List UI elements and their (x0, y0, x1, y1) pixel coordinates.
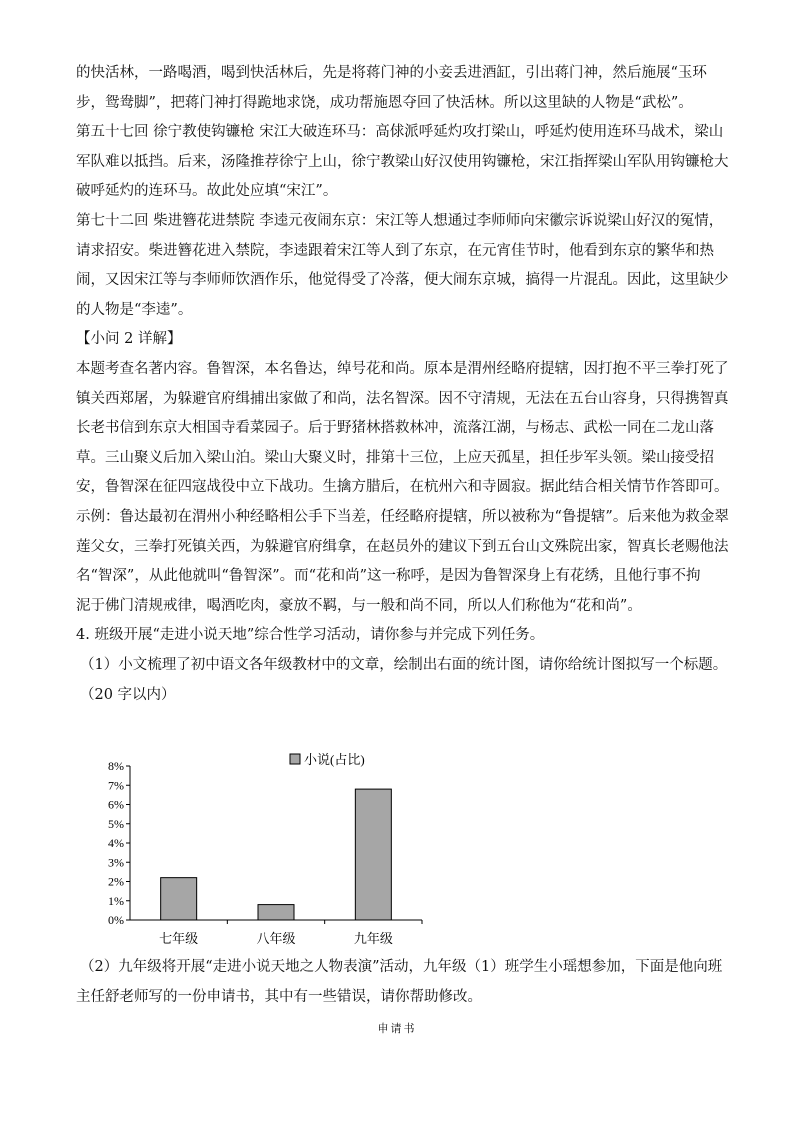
y-tick-label: 6% (108, 797, 124, 812)
text-line: 莲父女，三拳打死镇关西，为躲避官府缉拿，在赵员外的建议下到五台山文殊院出家，智真长老赐他法 (76, 538, 729, 555)
text-line: 本题考查名著内容。鲁智深，本名鲁达，绰号花和尚。原本是渭州经略府提辖，因打抱不平三拳打死了 (76, 361, 729, 377)
y-tick-label: 3% (108, 855, 124, 870)
text-line: （2）九年级将开展“走进小说天地之人物表演”活动，九年级（1）班学生小瑶想参加，下面是他向班 (80, 959, 723, 975)
x-tick-label: 七年级 (159, 931, 199, 946)
y-tick-label: 5% (108, 816, 124, 831)
chart-svg (96, 740, 436, 950)
y-tick-label: 1% (108, 893, 124, 908)
text-line: 第七十二回 柴进簪花进禁院 李逵元夜闹东京：宋江等人想通过李师师向宋徽宗诉说梁山好汉的冤情， (76, 213, 724, 229)
text-line: 步，鸳鸯脚”，把蒋门神打得跪地求饶，成功帮施恩夺回了快活林。所以这里缺的人物是“武松”。 (76, 94, 693, 111)
text-line: 长老书信到东京大相国寺看菜园子。后于野猪林搭救林冲，流落江湖，与杨志、武松一同在二龙山落 (76, 420, 714, 437)
text-line: 【小问 2 详解】 (76, 331, 182, 348)
x-tick-label: 八年级 (256, 931, 296, 946)
text-line: （1）小文梳理了初中语文各年级教材中的文章，绘制出右面的统计图，请你给统计图拟写一个标题。 (80, 657, 728, 673)
text-line: 名“智深”，从此他就叫“鲁智深”。而“花和尚”这一称呼，是因为鲁智深身上有花绣，且他行事不拘 (76, 568, 701, 585)
text-line: 的快活林，一路喝酒，喝到快活林后，先是将蒋门神的小妾丢进酒缸，引出蒋门神，然后施展“玉环 (76, 65, 707, 81)
y-tick-label: 7% (108, 778, 124, 793)
text-line: 示例：鲁达最初在渭州小种经略相公手下当差，任经略府提辖，所以被称为“鲁提辖”。后来他为救金翠 (76, 509, 729, 525)
bar-1 (161, 878, 197, 920)
y-tick-label: 8% (108, 759, 124, 773)
bar-chart (96, 740, 436, 950)
y-tick-label: 0% (108, 913, 124, 927)
text-line: 破呼延灼的连环马。故此处应填“宋江”。 (76, 183, 338, 200)
text-line: 镇关西郑屠，为躲避官府缉捕出家做了和尚，法名智深。因不守清规，无法在五台山容身，只得携智真 (76, 390, 729, 407)
text-line: 泥于佛门清规戒律，喝酒吃肉，豪放不羁，与一般和尚不同，所以人们称他为“花和尚”。 (76, 597, 642, 614)
text-line: 军队难以抵挡。后来，汤隆推荐徐宁上山，徐宁教梁山好汉使用钩镰枪，宋江指挥梁山军队用钩镰枪大 (76, 153, 729, 170)
text-line: 安，鲁智深在征四寇战役中立下战功。生擒方腊后，在杭州六和寺圆寂。据此结合相关情节作答即可。 (76, 479, 729, 496)
text-line: 的人物是“李逵”。 (76, 301, 193, 318)
text-line: （20 字以内） (80, 686, 176, 703)
text-line: 请求招安。柴进簪花进入禁院，李逵跟着宋江等人到了东京，在元宵佳节时，他看到东京的繁华和热 (76, 242, 714, 259)
text-line: 闹，又因宋江等与李师师饮酒作乐，他觉得受了冷落，便大闹东京城，搞得一片混乱。因此，这里缺少 (76, 272, 729, 289)
bar-3 (355, 789, 391, 920)
text-line: 草。三山聚义后加入梁山泊。梁山大聚义时，排第十三位，上应天孤星，担任步军头领。梁山接受招 (76, 449, 714, 466)
legend-label: 小说(占比) (304, 752, 365, 767)
application-title: 申请书 (377, 1022, 417, 1035)
legend-swatch (290, 754, 300, 764)
y-tick-label: 2% (108, 874, 124, 889)
text-line: 第五十七回 徐宁教使钩镰枪 宋江大破连环马：高俅派呼延灼攻打梁山，呼延灼使用连环马战术，梁山 (76, 124, 724, 141)
y-tick-label: 4% (108, 836, 124, 850)
text-line: 主任舒老师写的一份申请书，其中有一些错误，请你帮助修改。 (76, 989, 482, 1005)
bar-2 (258, 905, 294, 920)
x-tick-label: 九年级 (353, 931, 393, 946)
text-line: 4. 班级开展“走进小说天地”综合性学习活动，请你参与并完成下列任务。 (76, 627, 545, 644)
